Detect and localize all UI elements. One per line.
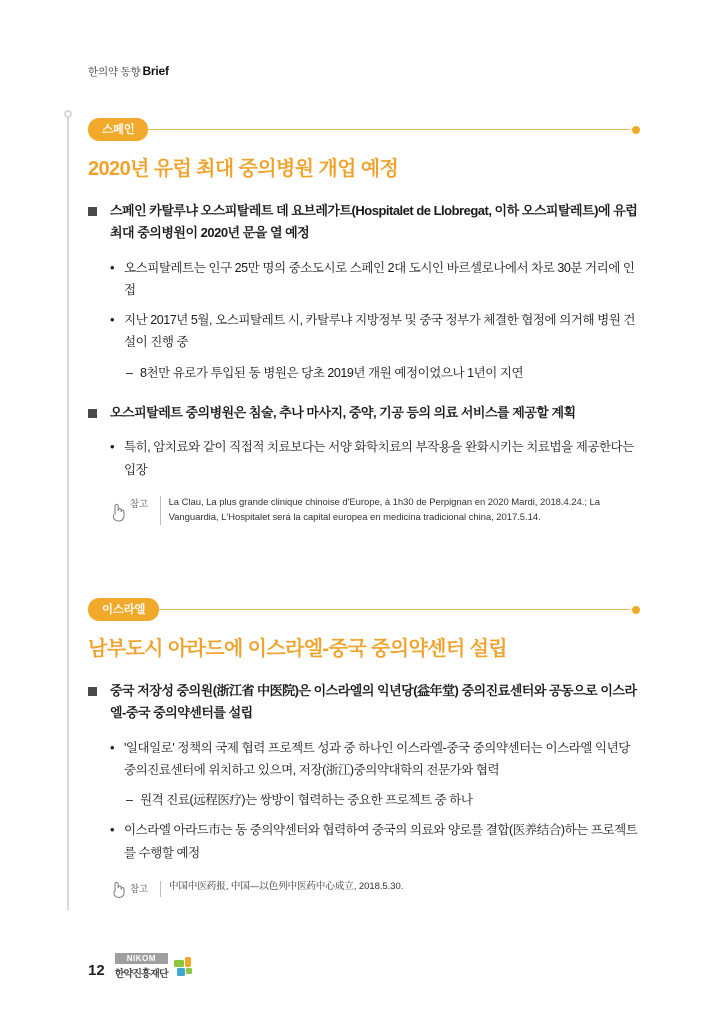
- hand-pointer-icon: [110, 880, 126, 898]
- reference-block: [88, 495, 640, 526]
- bullet-lv2: • 오스피탈레트는 인구 25만 명의 중소도시로 스페인 2대 도시인 바르셀로나에서 차로 30분 거리에 인접: [88, 257, 640, 302]
- reference-divider: [160, 496, 161, 525]
- bullet-lv2: • '일대일로' 정책의 국제 협력 프로젝트 성과 중 하나인 이스라엘-중국 중의약센터는 이스라엘 익년당 중의진료센터에 위치하고 있으며, 저장(浙江)중의약대학의 전문가와 협력: [88, 737, 640, 782]
- country-tag-spain: 스페인: [88, 118, 148, 141]
- logo-top-label: NIKOM: [115, 953, 168, 964]
- header-title-en: Brief: [142, 64, 169, 78]
- page-header: [88, 64, 169, 79]
- country-line-end-dot: [632, 126, 640, 134]
- country-header-row: [88, 598, 640, 620]
- logo-text: [115, 953, 168, 980]
- section-israel: [88, 598, 640, 898]
- country-header-row: [88, 118, 640, 140]
- left-rule-cap: [64, 110, 72, 118]
- country-tag-israel: 이스라엘: [88, 598, 159, 621]
- left-vertical-rule: [67, 110, 69, 910]
- organization-logo: [115, 953, 199, 980]
- bullet-lv2: • 지난 2017년 5월, 오스피탈레트 시, 카탈루냐 지방정부 및 중국 정부가 체결한 협정에 의거해 병원 건설이 진행 중: [88, 309, 640, 354]
- bullet-lv2: • 이스라엘 아라드市는 동 중의약센터와 협력하여 중국의 의료와 양로를 결합(医养结合)하는 프로젝트를 수행할 예정: [88, 819, 640, 864]
- hand-pointer-icon: [110, 495, 126, 525]
- bullet-lv3: – 원격 진료(远程医疗)는 쌍방이 협력하는 중요한 프로젝트 중 하나: [88, 789, 640, 811]
- article-title-israel: 남부도시 아라드에 이스라엘-중국 중의약센터 설립: [88, 638, 508, 660]
- logo-bottom-label: 한약진흥재단: [114, 969, 168, 980]
- reference-divider: [160, 881, 161, 897]
- bullet-lv1: 중국 저장성 중의원(浙江省 中医院)은 이스라엘의 익년당(益年堂) 중의진료센터와 공동으로 이스라엘-중국 중의약센터를 설립: [88, 680, 640, 725]
- country-line: [96, 129, 630, 130]
- page-footer: [88, 953, 199, 980]
- reference-label: 참고: [130, 883, 148, 895]
- bullet-lv1: 오스피탈레트 중의병원은 침술, 추나 마사지, 중약, 기공 등의 의료 서비스를 제공할 계획: [88, 402, 640, 424]
- reference-text: 中国中医药报, 中国—以色列中医药中心成立, 2018.5.30.: [169, 880, 404, 892]
- bullet-lv2: • 특히, 암치료와 같이 직접적 치료보다는 서양 화학치료의 부작용을 완화시키는 치료법을 제공한다는 입장: [88, 436, 640, 481]
- article-title-spain: 2020년 유럽 최대 중의병원 개업 예정: [88, 158, 399, 180]
- bullet-lv3: – 8천만 유로가 투입된 동 병원은 당초 2019년 개원 예정이었으나 1년이 지연: [88, 362, 640, 384]
- country-line-end-dot: [632, 606, 640, 614]
- page-number: 12: [88, 962, 105, 979]
- reference-text: La Clau, La plus grande clinique chinoise d'Europe, à 1h30 de Perpignan en 2020 Mardi, 2018.4.24.; La Vanguardia, L'Hospitalet será la capital europea en medicina tradicional china, 2017.5.14.: [168, 496, 601, 524]
- logo-mark-icon: [173, 954, 199, 980]
- country-line: [96, 609, 630, 610]
- reference-block: [88, 880, 640, 898]
- reference-label: 참고: [130, 498, 148, 510]
- section-spain: [88, 118, 640, 526]
- header-title-ko: 한의약 동향: [88, 66, 141, 78]
- bullet-lv1: 스페인 카탈루냐 오스피탈레트 데 요브레가트(Hospitalet de Llobregat, 이하 오스피탈레트)에 유럽 최대 중의병원이 2020년 문을 열 예정: [88, 200, 640, 245]
